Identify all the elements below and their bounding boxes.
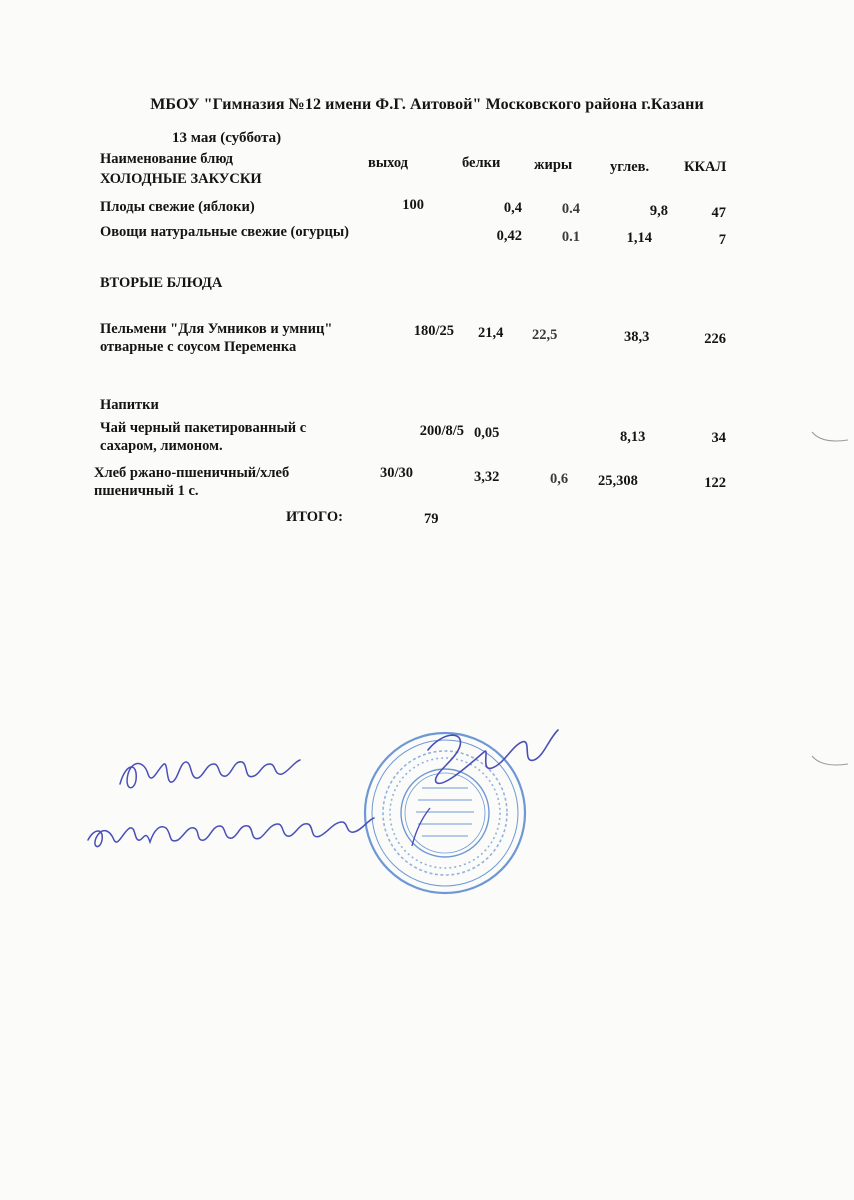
scan-edge-mark <box>808 752 854 772</box>
row-protein: 21,4 <box>478 325 504 341</box>
row-fat: 0,6 <box>550 471 569 487</box>
row-output: 200/8/5 <box>419 423 464 439</box>
section-cold: ХОЛОДНЫЕ ЗАКУСКИ <box>100 171 262 187</box>
total-value: 79 <box>424 511 439 527</box>
row-kcal: 122 <box>704 475 726 491</box>
row-kcal: 47 <box>711 205 726 221</box>
header-fat: жиры <box>534 157 573 173</box>
header-carbs: углев. <box>610 159 650 175</box>
row-protein: 0,42 <box>496 228 522 244</box>
row-kcal: 34 <box>711 430 726 446</box>
row-protein: 0,05 <box>474 425 500 441</box>
row-name: Хлеб ржано-пшеничный/хлеб пшеничный 1 с. <box>94 465 290 499</box>
director-caption <box>110 740 310 800</box>
row-kcal: 7 <box>718 232 726 248</box>
row-name: Овощи натуральные свежие (огурцы) <box>100 224 349 240</box>
header-name: Наименование блюд <box>100 151 233 167</box>
row-fat: 0.1 <box>561 229 580 245</box>
row-fat: 0.4 <box>561 201 580 217</box>
row-carbs: 1,14 <box>626 230 652 246</box>
section-drinks: Напитки <box>100 397 159 413</box>
section-second: ВТОРЫЕ БЛЮДА <box>100 275 223 291</box>
row-carbs: 25,308 <box>598 473 638 489</box>
scan-edge-mark <box>808 428 854 448</box>
row-fat: 22,5 <box>532 327 558 343</box>
row-name: Плоды свежие (яблоки) <box>100 199 255 215</box>
row-output: 30/30 <box>380 465 414 481</box>
row-protein: 3,32 <box>474 469 500 485</box>
row-carbs: 38,3 <box>624 329 650 345</box>
row-output: 180/25 <box>413 323 454 339</box>
header-protein: белки <box>462 155 501 171</box>
row-kcal: 226 <box>704 331 726 347</box>
row-name: Пельмени "Для Умников и умниц" отварные с соусом Переменка <box>100 321 333 355</box>
row-carbs: 8,13 <box>620 429 646 445</box>
document-title: МБОУ "Гимназия №12 имени Ф.Г. Аитовой" Московского района г.Казани <box>150 96 704 113</box>
document-date: 13 мая (суббота) <box>172 130 282 146</box>
row-name: Чай черный пакетированный с сахаром, лимоном. <box>100 420 307 454</box>
header-kcal: ККАЛ <box>684 159 727 175</box>
row-carbs: 9,8 <box>649 203 668 219</box>
row-output: 100 <box>402 197 424 213</box>
total-label: ИТОГО: <box>286 509 344 525</box>
production-head-caption <box>80 800 380 860</box>
row-protein: 0,4 <box>503 200 522 216</box>
header-output: выход <box>368 155 409 171</box>
director-signature <box>372 712 572 862</box>
